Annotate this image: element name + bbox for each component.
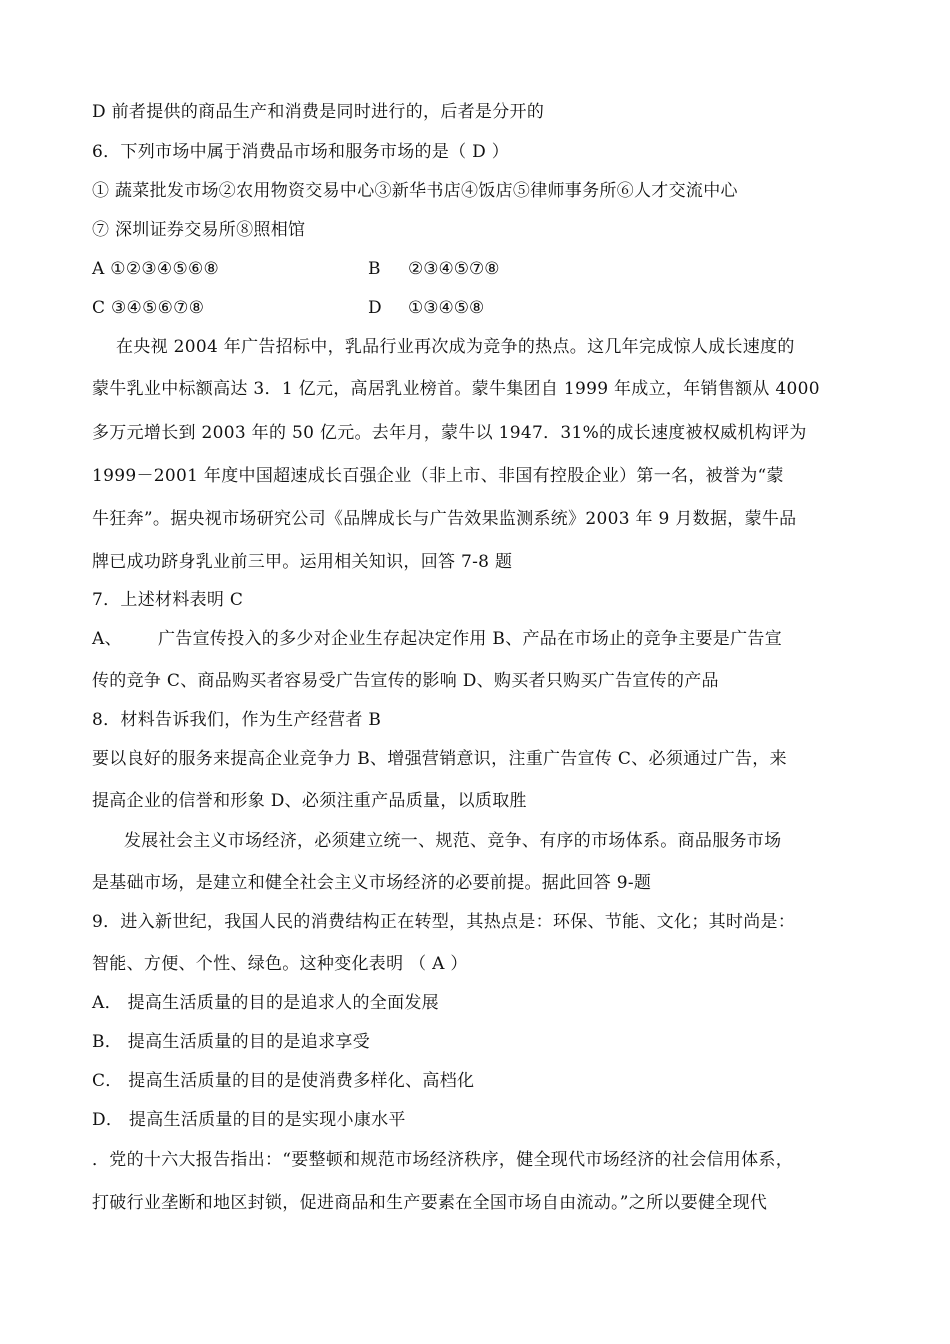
question-10-1: ．党的十六大报告指出：“要整顿和规范市场经济秩序，健全现代市场经济的社会信用体系， [92,1150,793,1170]
material-para-1: 在央视 2004 年广告招标中，乳品行业再次成为竞争的热点。这几年完成惊人成长速度的 [116,337,795,357]
q7-option-a-label: A、 [92,629,122,649]
question-9-2: 智能、方便、个性、绿色。这种变化表明 （ A ） [92,954,468,974]
q8-options-1: 要以良好的服务来提高企业竞争力 B、增强营销意识，注重广告宣传 C、必须通过广告，来 [92,749,787,769]
q7-options-2: 传的竞争 C、商品购买者容易受广告宣传的影响 D、购买者只购买广告宣传的产品 [92,671,719,691]
line-option-d-q5: D 前者提供的商品生产和消费是同时进行的，后者是分开的 [92,102,545,122]
q6-option-b: ②③④⑤⑦⑧ [408,259,500,279]
question-8: 8．材料告诉我们，作为生产经营者 B [92,710,382,730]
question-6-items-1: ① 蔬菜批发市场②农用物资交易中心③新华书店④饭店⑤律师事务所⑥人才交流中心 [92,181,738,201]
material-para-6: 牌已成功跻身乳业前三甲。运用相关知识，回答 7-8 题 [92,552,513,572]
question-6: 6．下列市场中属于消费品市场和服务市场的是（ D ） [92,142,510,162]
material-para-2: 蒙牛乳业中标额高达 3．1 亿元，高居乳业榜首。蒙牛集团自 1999 年成立，年销售额从 4000 [92,379,820,399]
question-10-2: 打破行业垄断和地区封锁，促进商品和生产要素在全国市场自由流动。”之所以要健全现代 [92,1193,768,1213]
material-para-8: 是基础市场，是建立和健全社会主义市场经济的必要前提。据此回答 9-题 [92,873,652,893]
q9-option-c: C． 提高生活质量的目的是使消费多样化、高档化 [92,1071,475,1091]
material-para-4: 1999－2001 年度中国超速成长百强企业（非上市、非国有控股企业）第一名，被誉为“蒙 [92,466,784,486]
q9-option-a: A． 提高生活质量的目的是追求人的全面发展 [92,993,439,1013]
q8-options-2: 提高企业的信誉和形象 D、必须注重产品质量，以质取胜 [92,791,527,811]
material-para-3: 多万元增长到 2003 年的 50 亿元。去年月，蒙牛以 1947．31%的成长速度被权威机构评为 [92,423,807,443]
question-9-1: 9．进入新世纪，我国人民的消费结构正在转型，其热点是：环保、节能、文化；其时尚是： [92,912,796,932]
q6-option-c: C ③④⑤⑥⑦⑧ [92,298,205,318]
material-para-7: 发展社会主义市场经济，必须建立统一、规范、竞争、有序的市场体系。商品服务市场 [124,831,782,851]
question-6-items-2: ⑦ 深圳证券交易所⑧照相馆 [92,220,306,240]
q6-option-a: A ①②③④⑤⑥⑧ [92,259,220,279]
q7-options-1: 广告宣传投入的多少对企业生存起决定作用 B、产品在市场止的竞争主要是广告宣 [158,629,782,649]
q6-option-d: ①③④⑤⑧ [408,298,485,318]
q6-option-b-letter: B [368,259,381,279]
q9-option-d: D． 提高生活质量的目的是实现小康水平 [92,1110,406,1130]
q9-option-b: B． 提高生活质量的目的是追求享受 [92,1032,370,1052]
q6-option-d-letter: D [368,298,382,318]
question-7: 7．上述材料表明 C [92,590,244,610]
material-para-5: 牛狂奔”。据央视市场研究公司《品牌成长与广告效果监测系统》2003 年 9 月数据，蒙牛品 [92,509,797,529]
